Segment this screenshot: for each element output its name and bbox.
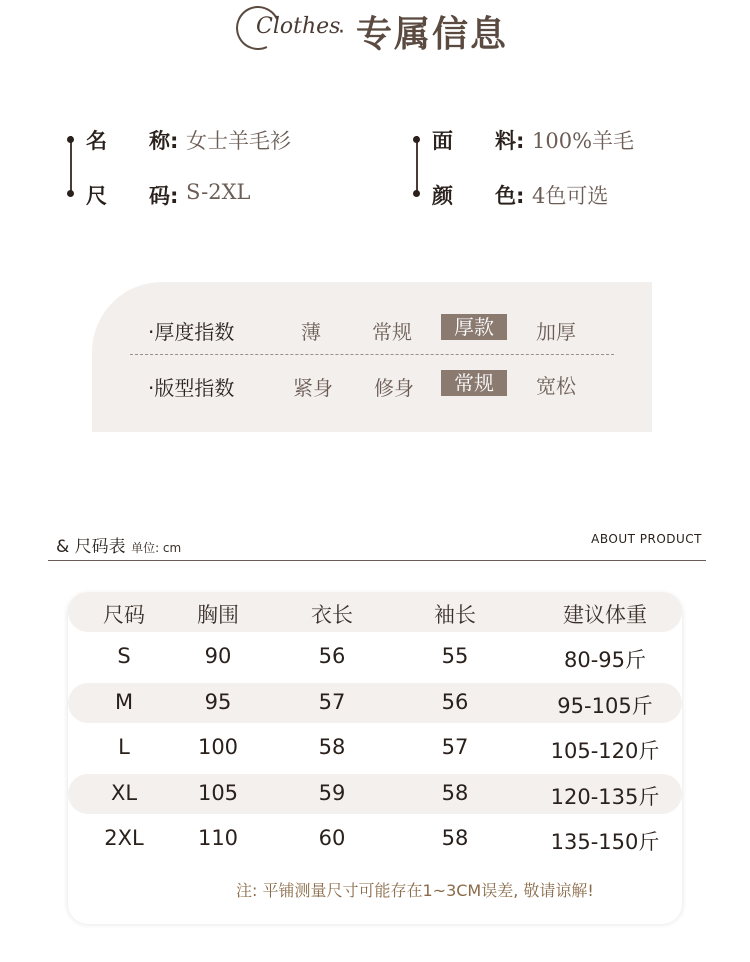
thickness-option-selected: 厚款	[441, 314, 507, 340]
table-cell: 120-135斤	[550, 784, 660, 809]
table-header-cell: 胸围	[197, 603, 239, 627]
table-cell: 56	[318, 644, 346, 668]
table-cell: 2XL	[104, 826, 144, 850]
table-cell: 135-150斤	[550, 830, 660, 854]
info-label-material: 面 料:	[432, 129, 525, 153]
table-cell: 110	[197, 826, 239, 850]
index-divider	[130, 354, 614, 355]
table-cell: 90	[204, 644, 232, 668]
thickness-option: 常规	[372, 320, 412, 344]
title-dot: ·	[338, 20, 345, 45]
table-cell: 60	[318, 826, 346, 850]
index-panel	[92, 282, 652, 432]
table-cell: 57	[441, 735, 469, 759]
logo-text: Clothes	[256, 14, 341, 39]
table-header-cell: 袖长	[434, 603, 476, 627]
table-cell: 55	[441, 644, 469, 668]
fit-option-selected: 常规	[441, 370, 507, 396]
page-title: 专属信息	[356, 13, 509, 55]
table-cell: 59	[318, 780, 346, 805]
table-header-cell: 尺码	[103, 603, 145, 627]
table-header-cell: 衣长	[311, 603, 353, 627]
size-table-title-text: & 尺码表	[56, 537, 126, 557]
fit-option: 紧身	[293, 376, 333, 400]
info-value-name: 女士羊毛衫	[186, 129, 291, 153]
info-dot	[413, 190, 420, 197]
info-bracket-right	[416, 136, 418, 194]
info-label-color: 颜 色:	[432, 184, 525, 208]
table-cell: 80-95斤	[563, 648, 647, 672]
info-value-material: 100%羊毛	[532, 129, 635, 153]
info-dot	[413, 136, 420, 143]
table-cell: 95	[204, 689, 232, 714]
about-product: ABOUT PRODUCT	[591, 532, 702, 546]
info-dot	[67, 136, 74, 143]
table-cell: 57	[318, 689, 346, 714]
info-dot	[67, 190, 74, 197]
thickness-option: 加厚	[536, 320, 576, 344]
table-cell: 58	[441, 780, 469, 805]
table-cell: 56	[441, 689, 469, 714]
measurement-note: 注: 平铺测量尺寸可能存在1~3CM误差, 敬请谅解!	[236, 881, 594, 900]
info-value-size: S-2XL	[186, 180, 251, 204]
fit-index-label: ·版型指数	[148, 376, 235, 400]
thickness-index-label: ·厚度指数	[148, 320, 235, 344]
table-cell: L	[118, 735, 130, 759]
table-cell: 58	[441, 826, 469, 850]
table-cell: S	[117, 644, 131, 668]
info-bracket-left	[70, 136, 72, 194]
table-cell: 58	[318, 735, 346, 759]
size-table-title	[56, 532, 181, 557]
size-table-unit: 单位: cm	[131, 541, 182, 555]
table-cell: 105	[197, 780, 239, 805]
fit-option: 宽松	[536, 374, 576, 398]
table-cell: XL	[110, 780, 138, 805]
info-value-color: 4色可选	[532, 184, 609, 208]
table-header-cell: 建议体重	[563, 603, 647, 627]
table-cell: 105-120斤	[550, 739, 660, 763]
table-cell: 95-105斤	[557, 693, 653, 718]
fit-option: 修身	[374, 376, 414, 400]
info-label-size: 尺 码:	[86, 184, 179, 208]
size-table-rule	[48, 560, 706, 561]
info-label-name: 名 称:	[86, 129, 179, 153]
thickness-option: 薄	[301, 320, 321, 344]
table-cell: M	[114, 689, 134, 714]
table-cell: 100	[197, 735, 239, 759]
